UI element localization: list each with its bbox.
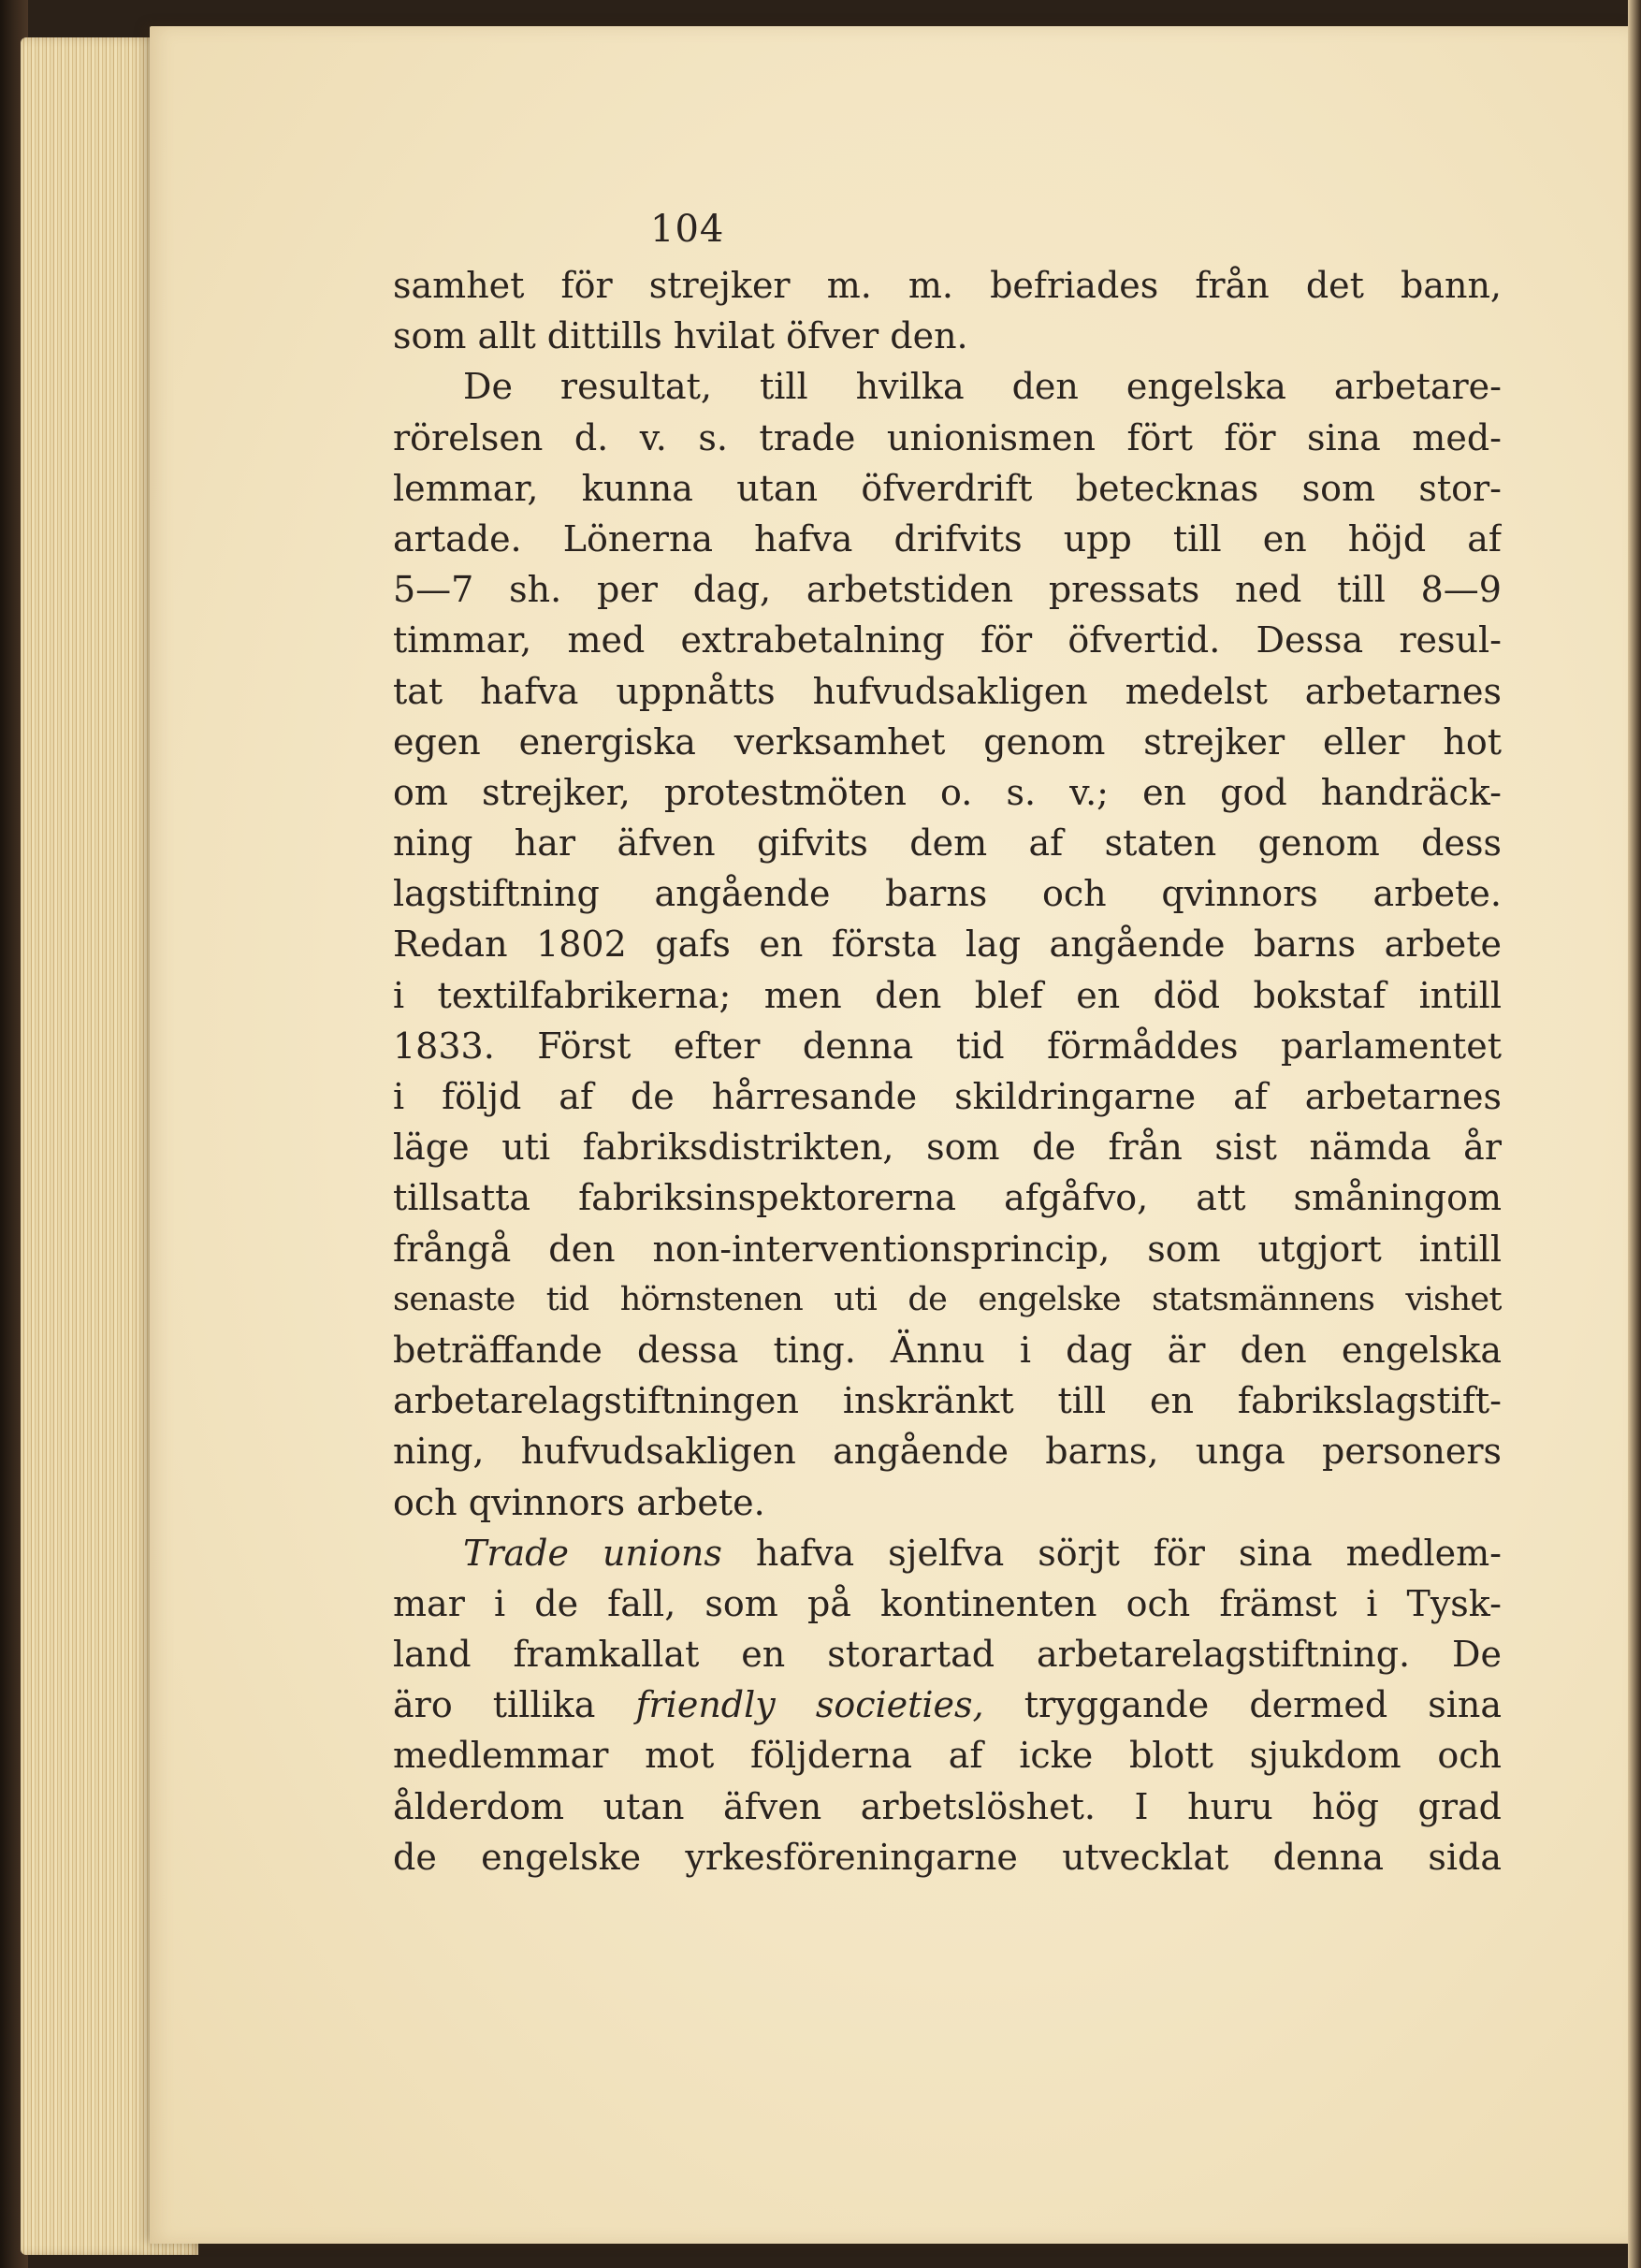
text-line: Redan 1802 gafs en första lag angående barns arbete (393, 923, 1502, 966)
text-line: medlemmar mot följderna af icke blott sjukdom och (393, 1735, 1502, 1777)
text-line: som allt dittills hvilat öfver den. (393, 315, 968, 357)
text-line: samhet för strejker m. m. befriades från det bann, (393, 265, 1502, 306)
text-line: om strejker, protestmöten o. s. v.; en god handräck- (393, 771, 1502, 813)
body-text (393, 260, 1502, 1883)
text-line: de engelske yrkesföreningarne utvecklat denna sida (393, 1836, 1502, 1878)
italic-phrase: Trade unions (463, 1532, 722, 1574)
text-line: frångå den non-interventionsprincip, som utgjort intill (393, 1228, 1502, 1270)
text-line (393, 1528, 1502, 1578)
text-line: i följd af de hårresande skildringarne af arbetarnes (393, 1076, 1502, 1117)
text-line: mar i de fall, som på kontinenten och främst i Tysk- (393, 1582, 1502, 1624)
text-line: lagstiftning angående barns och qvinnors arbete. (393, 873, 1502, 915)
text-line: tat hafva uppnåtts hufvudsakligen medelst arbetarnes (393, 670, 1502, 712)
text-line: tillsatta fabriksinspektorerna afgåfvo, att småningom (393, 1177, 1502, 1219)
text-line: i textilfabrikerna; men den blef en död bokstaf intill (393, 974, 1502, 1016)
text-line: lemmar, kunna utan öfverdrift betecknas som stor- (393, 467, 1502, 509)
page-number: 104 (650, 208, 725, 251)
text-line: läge uti fabriksdistrikten, som de från sist nämda år (393, 1127, 1502, 1169)
page-right-edge (1628, 0, 1641, 2268)
text-line: ning har äfven gifvits dem af staten genom dess (393, 822, 1502, 865)
text-line: artade. Lönerna hafva drifvits upp till en höjd af (393, 517, 1502, 560)
text-line: beträffande dessa ting. Ännu i dag är den engelska (393, 1329, 1502, 1371)
text-line: egen energiska verksamhet genom strejker eller hot (393, 720, 1502, 763)
text-line: arbetarelagstiftningen inskränkt till en fabrikslagstift- (393, 1380, 1502, 1422)
text-line: De resultat, till hvilka den engelska arbetare- (463, 366, 1502, 408)
text-line: rörelsen d. v. s. trade unionismen fört för sina med- (393, 416, 1502, 458)
text-line: land framkallat en storartad arbetarelagstiftning. De (393, 1634, 1502, 1676)
text-line: 1833. Först efter denna tid förmåddes parlamentet (393, 1025, 1502, 1067)
text-line (393, 1679, 1502, 1730)
text-line: ning, hufvudsakligen angående barns, unga personers (393, 1431, 1502, 1473)
text-line: 5—7 sh. per dag, arbetstiden pressats ned till 8—9 (393, 569, 1502, 611)
italic-phrase: friendly societies, (635, 1684, 984, 1726)
text-span: hafva sjelfva sörjt för sina medlem- (721, 1532, 1502, 1574)
text-line: senaste tid hörnstenen uti de engelske statsmännens vishet (393, 1280, 1502, 1318)
text-span: äro tillika (393, 1684, 636, 1726)
text-line: och qvinnors arbete. (393, 1481, 765, 1523)
text-line: timmar, med extrabetalning för öfvertid. Dessa resul- (393, 619, 1502, 662)
text-span: tryggande dermed sina (983, 1684, 1502, 1726)
text-line: ålderdom utan äfven arbetslöshet. I huru hög grad (393, 1785, 1502, 1827)
